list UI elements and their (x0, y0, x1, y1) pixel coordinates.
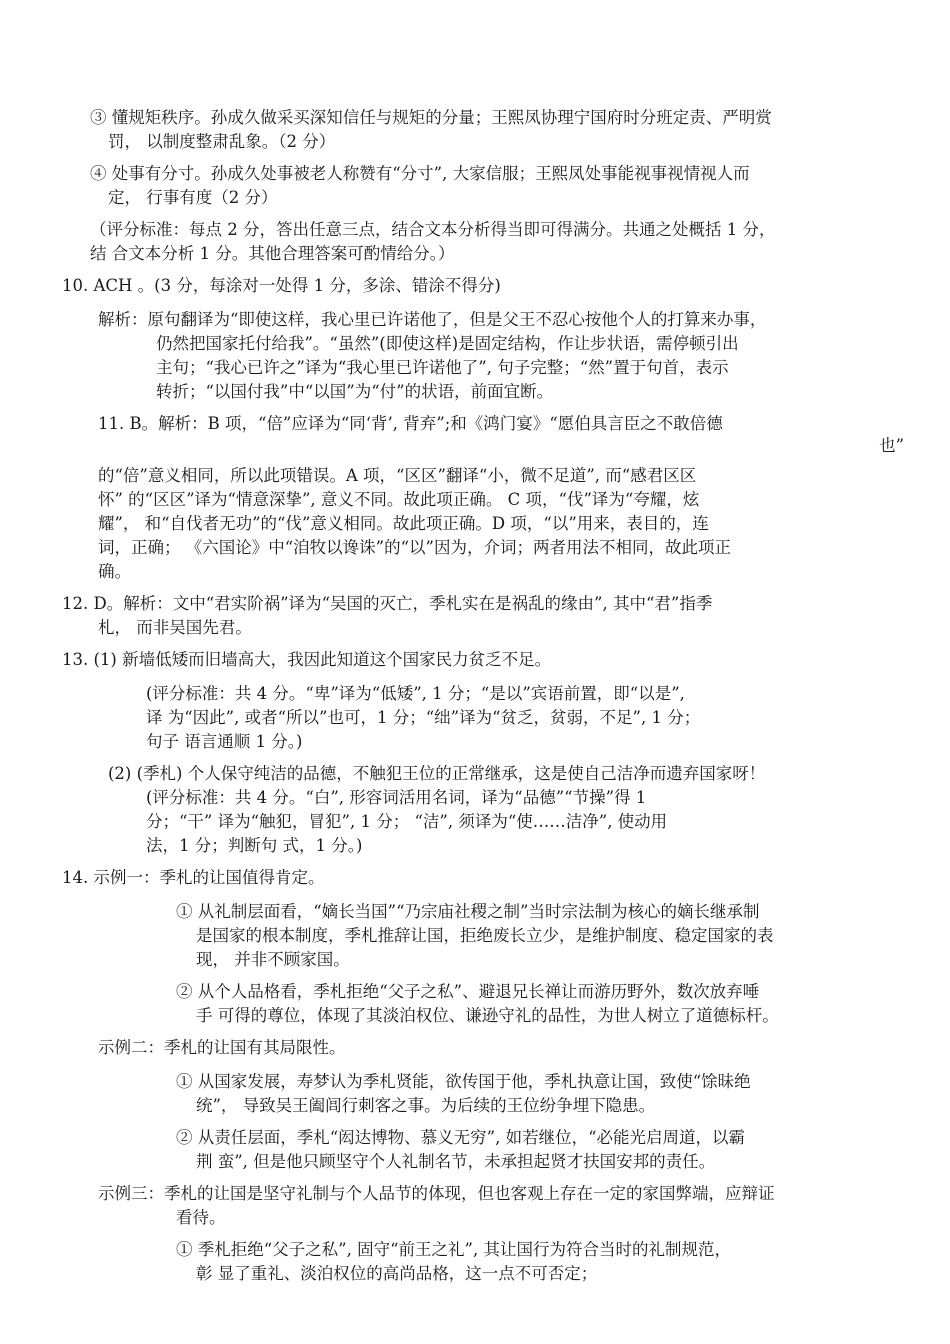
question-12-answer: 12. D。解析：文中“君实阶祸”译为“吴国的灭亡，季札实在是祸乱的缘由”, 其中“君”指季 (62, 594, 713, 613)
scoring-standard: （评分标准：每点 2 分，答出任意三点，结合文本分析得当即可得满分。共通之处概括 1 分， (90, 220, 776, 239)
question-13-answer: (2) (季札) 个人保守纯洁的品德，不触犯王位的正常继承，这是使自己洁净而遗弃国家呀！ (108, 764, 766, 783)
question-10-explanation: 转折；“以国付我”中“以国”为“付”的状语，前面宜断。 (156, 382, 554, 401)
question-11-answer: 的“倍”意义相同，所以此项错误。A 项，“区区”翻译“小，微不足道”, 而“感君区区 (98, 466, 697, 485)
answer-line: 定， 行事有度（2 分） (108, 188, 278, 207)
scoring-standard: 结 合文本分析 1 分。其他合理答案可酌情给分。） (90, 244, 455, 263)
example-point: ① 从礼制层面看，“嫡长当国”“乃宗庙社稷之制”当时宗法制为核心的嫡长继承制 (176, 902, 760, 921)
example-point: ① 从国家发展，寿梦认为季札贤能，欲传国于他，季札执意让国，致使“馀昧绝 (176, 1072, 751, 1091)
example-point: ② 从个人品格看，季札拒绝“父子之私”、避退兄长禅让而游历野外，数次放弃唾 (176, 982, 760, 1001)
question-10-answer: 10. ACH 。(3 分，每涂对一处得 1 分，多涂、错涂不得分) (62, 276, 501, 295)
example-point: 彰 显了重礼、淡泊权位的高尚品格，这一点不可否定； (196, 1264, 598, 1283)
example-point: 统”， 导致吴王阖闾行刺客之事。为后续的王位纷争埋下隐患。 (196, 1096, 656, 1115)
example-heading: 看待。 (176, 1208, 226, 1227)
scoring-standard: 译 为“因此”, 或者“所以”也可，1 分；“绌”译为“贫乏，贫弱，不足”, 1 分； (146, 708, 701, 727)
question-10-explanation: 解析：原句翻译为“即使这样，我心里已许诺他了，但是父王不忍心按他个人的打算来办事， (98, 310, 767, 329)
answer-line: ④ 处事有分寸。孙成久处事被老人称赞有“分寸”, 大家信服；王熙凤处事能视事视情视人而 (90, 164, 750, 183)
example-point: 是国家的根本制度，季札推辞让国，拒绝废长立少，是维护制度、稳定国家的表 (196, 926, 774, 945)
scoring-standard: 法，1 分；判断句 式，1 分。) (146, 836, 363, 855)
scoring-standard: (评分标准：共 4 分。“白”, 形容词活用名词，译为“品德”“节操”得 1 (146, 788, 647, 807)
scoring-standard: (评分标准：共 4 分。“卑”译为“低矮”, 1 分；“是以”宾语前置，即“以是”, (146, 684, 685, 703)
example-point: 荆 蛮”, 但是他只顾坚守个人礼制名节，未承担起贤才扶国安邦的责任。 (196, 1152, 716, 1171)
question-10-explanation: 仍然把国家托付给我”。“虽然”(即使这样)是固定结构，作让步状语，需停顿引出 (156, 334, 739, 353)
example-point: ② 从责任层面，季札“闳达博物、慕义无穷”, 如若继位，“必能光启周道，以霸 (176, 1128, 746, 1147)
question-11-answer: 怀” 的“区区”译为“情意深挚”, 意义不同。故此项正确。 C 项，“伐”译为“夸耀，炫 (98, 490, 700, 509)
question-12-answer: 札， 而非吴国先君。 (98, 618, 252, 637)
example-heading: 示例二：季札的让国有其局限性。 (98, 1038, 346, 1057)
example-point: 手 可得的尊位，体现了其淡泊权位、谦逊守礼的品性，为世人树立了道德标杆。 (196, 1006, 779, 1025)
question-13-answer: 13. (1) 新墙低矮而旧墙高大，我因此知道这个国家民力贫乏不足。 (62, 650, 552, 669)
example-point: ① 季札拒绝“父子之私”, 固守“前王之礼”, 其让国行为符合当时的礼制规范， (176, 1240, 731, 1259)
scoring-standard: 分；“干” 译为“触犯，冒犯”, 1 分； “洁”, 须译为“使……洁净”, 使动用 (146, 812, 668, 831)
question-11-answer: 词，正确； 《六国论》中“洎牧以谗诛”的“以”因为，介词；两者用法不相同，故此项正 (98, 538, 731, 557)
scoring-standard: 句子 语言通顺 1 分。) (146, 732, 303, 751)
example-point: 现， 并非不顾家国。 (196, 950, 350, 969)
answer-line: ③ 懂规矩秩序。孙成久做采买深知信任与规矩的分量；王熙凤协理宁国府时分班定责、严明赏 (90, 108, 772, 127)
question-14-answer: 14. 示例一：季札的让国值得肯定。 (62, 868, 325, 887)
answer-line: 罚， 以制度整肃乱象。（2 分） (108, 132, 336, 151)
example-heading: 示例三：季札的让国是坚守礼制与个人品节的体现，但也客观上存在一定的家国弊端，应辩证 (98, 1184, 775, 1203)
question-11-answer: 耀”， 和“自伐者无功”的“伐”意义相同。故此项正确。D 项，“以”用来，表目的，连 (98, 514, 709, 533)
question-11-answer: 也” (879, 436, 904, 455)
question-10-explanation: 主句；“我心已许之”译为“我心里已许诺他了”, 句子完整；“然”置于句首，表示 (156, 358, 729, 377)
question-11-answer: 11. B。解析：B 项，“倍”应译为“同‘背’, 背弃”;和《鸿门宴》“愿伯具言臣之不敢倍德 (98, 414, 723, 433)
question-11-answer: 确。 (98, 562, 131, 581)
